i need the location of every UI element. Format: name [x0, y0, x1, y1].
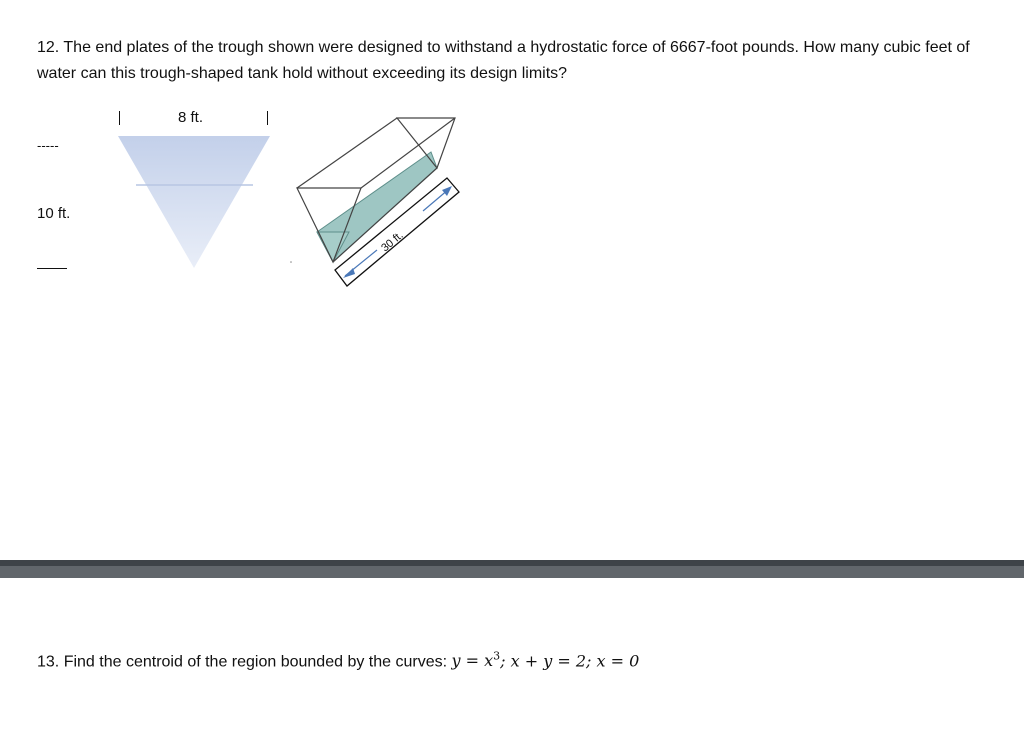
height-label: 10 ft. — [37, 205, 71, 222]
equation-curve-1 — [452, 651, 501, 670]
width-tick-left — [119, 111, 120, 125]
length-arrowhead-lower — [343, 268, 355, 278]
length-arrowhead-upper — [442, 186, 452, 196]
trough-diagram — [285, 110, 475, 300]
width-tick-right — [267, 111, 268, 125]
width-label: 8 ft. — [178, 109, 204, 126]
length-label: 30 ft. — [379, 229, 406, 255]
equation-exponent: 3 — [493, 650, 501, 663]
trough-edge-top-left — [297, 118, 397, 188]
equation-rest: ; x + y = 2; x = 0 — [500, 651, 640, 671]
height-bottom-mark — [37, 268, 67, 269]
equation-curve-1-base: y = x — [451, 651, 494, 671]
section-divider — [0, 560, 1024, 578]
problem-13-text — [37, 645, 639, 674]
problem-12-text: 12. The end plates of the trough shown were designed to withstand a hydrostatic force of 6667-foot pounds. How many cubic feet of water can this trough-shaped tank hold without exceeding its design limits? — [37, 39, 970, 82]
end-plate-diagram — [110, 130, 280, 275]
dash-mark: ----- — [37, 138, 59, 153]
end-plate-triangle — [118, 136, 270, 268]
problem-13-prefix: 13. Find the centroid of the region bounded by the curves: — [37, 653, 452, 671]
